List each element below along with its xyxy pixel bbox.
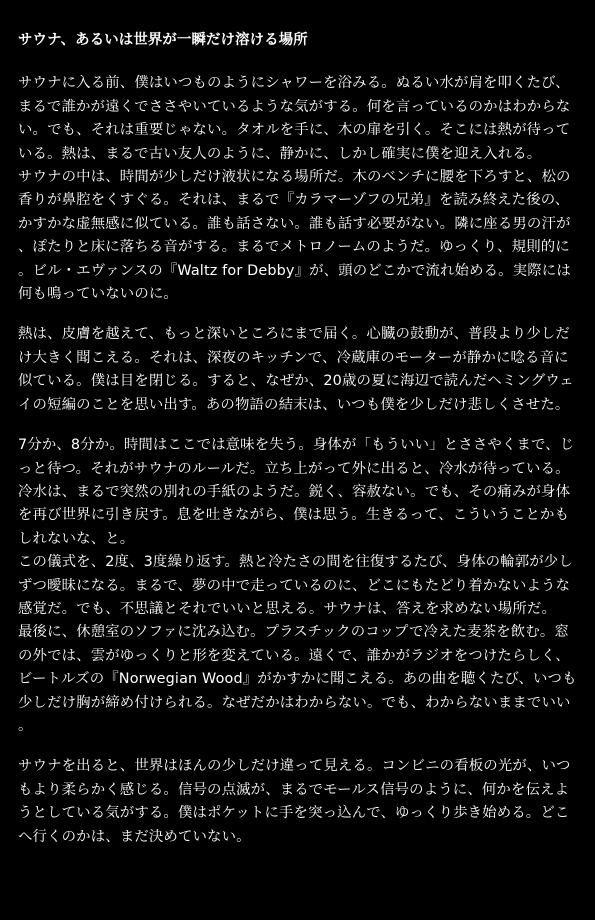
essay-document: [18, 29, 578, 849]
paragraph-gap: [18, 417, 578, 434]
paragraph-rest-room: 最後に、休憩室のソファに沈み込む。プラスチックのコップで冷えた麦茶を飲む。窓の外では、雲がゆっくりと形を変えている。遠くで、誰かがラジオをつけたらしく、ビートルズの『Norwegian Wood』がかすかに聞こえる。あの曲を聴くたび、いつも少しだけ胸が締め付けられる。なぜだかはわからない。でも、わからないままでいい。: [18, 624, 577, 734]
paragraph-cold-water: 7分か、8分か。時間はここでは意味を失う。身体が「もういい」とささやくまで、じっと待つ。それがサウナのルールだ。立ち上がって外に出ると、冷水が待っている。冷水は、まるで突然の別れの手紙のようだ。鋭く、容赦ない。でも、その痛みが身体を再び世界に引き戻す。息を吐きながら、僕は思う。生きるって、こういうことかもしれないな、と。: [18, 437, 575, 547]
paragraph-sauna-room: サウナの中は、時間が少しだけ液状になる場所だ。木のベンチに腰を下ろすと、松の香りが鼻腔をくすぐる。それは、まるで『カラマーゾフの兄弟』を読み終えた後の、かすかな虚無感に似ている。誰も話さない。誰も話す必要がない。隣に座る男の汗が、ぽたりと床に落ちる音がする。まるでメトロノームのようだ。ゆっくり、規則的に。ビル・エヴァンスの『Waltz for Debby』が、頭のどこかで流れ始める。実際には何も鳴っていないのに。: [18, 169, 571, 303]
paragraph-gap: [18, 306, 578, 323]
essay-title: サウナ、あるいは世界が一瞬だけ溶ける場所: [18, 32, 308, 48]
paragraph-gap: [18, 738, 578, 755]
paragraph-heat: 熱は、皮膚を越えて、もっと深いところにまで届く。心臓の鼓動が、普段より少しだけ大きく聞こえる。それは、深夜のキッチンで、冷蔵庫のモーターが静かに唸る音に似ている。僕は目を閉じる。すると、なぜか、20歳の夏に海辺で読んだヘミングウェイの短編のことを思い出す。あの物語の結末は、いつも僕を少しだけ悲しくさせた。: [18, 326, 574, 413]
paragraph-after-sauna: サウナを出ると、世界はほんの少しだけ違って見える。コンビニの看板の光が、いつもより柔らかく感じる。信号の点滅が、まるでモールス信号のように、何かを伝えようとしている気がする。僕はポケットに手を突っ込んで、ゆっくり歩き始める。どこへ行くのかは、まだ決めていない。: [18, 758, 571, 845]
paragraph-shower: サウナに入る前、僕はいつものようにシャワーを浴みる。ぬるい水が肩を叩くたび、まるで誰かが遠くでささやいているような気がする。何を言っているのかはわからない。でも、それは重要じゃない。タオルを手に、木の扉を引く。そこには熱が待っている。熱は、まるで古い友人のように、静かに、しかし確実に僕を迎え入れる。: [18, 75, 571, 162]
paragraph-ritual: この儀式を、2度、3度繰り返す。熱と冷たさの間を往復するたび、身体の輪郭が少しずつ曖昧になる。まるで、夢の中で走っているのに、どこにもたどり着かないような感覚だ。でも、不思議とそれでいいと思える。サウナは、答えを求めない場所だ。: [18, 554, 573, 617]
